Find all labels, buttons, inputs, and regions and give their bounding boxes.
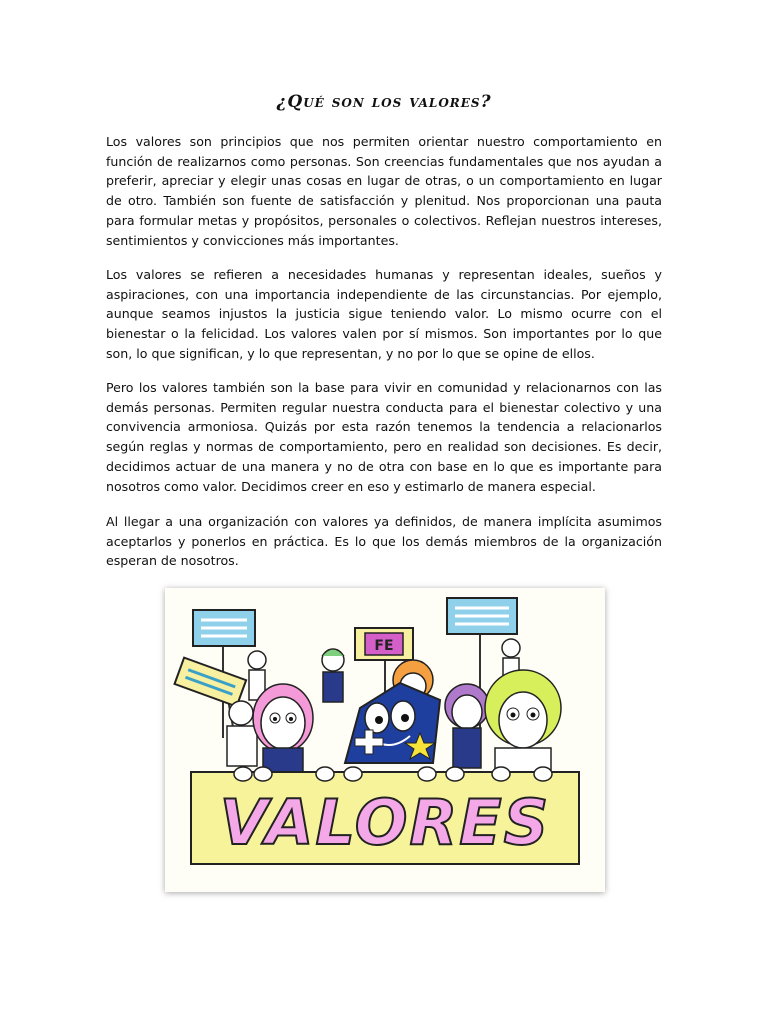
svg-text:FE: FE xyxy=(374,638,394,654)
character-left-white xyxy=(227,701,257,766)
page-title: ¿Qué son los valores? xyxy=(276,92,492,112)
mascot-blue xyxy=(345,683,440,763)
banner-text: VALORES xyxy=(219,786,551,859)
paragraph-2: Los valores se refieren a necesidades humanas y representan ideales, sueños y aspiraciones, con una importancia independiente de las circunstancias. Por ejemplo, aunque seamos injustos la justicia sigue teniendo valor. Lo mismo ocurre con el bienestar o la felicidad. Los valores valen por sí mismos. Son importantes por lo que son, lo que significan, y lo que representan, y no por lo que se opine de ellos. xyxy=(106,267,662,361)
values-illustration xyxy=(165,588,605,892)
sign-center xyxy=(355,628,413,660)
sign-top-right xyxy=(447,598,517,634)
small-character-center xyxy=(322,649,344,702)
sign-top-left xyxy=(193,610,255,646)
cartoon-scene xyxy=(165,588,605,892)
character-green-hair xyxy=(485,670,561,778)
values-banner xyxy=(191,772,579,864)
character-purple-hair xyxy=(445,684,489,768)
paragraph-4: Al llegar a una organización con valores ya definidos, de manera implícita asumimos aceptarlos y ponerlos en práctica. Es lo que los demás miembros de la organización esperan de nosotros. xyxy=(106,514,662,569)
paragraph-1: Los valores son principios que nos permiten orientar nuestro comportamiento en función de realizarnos como personas. Son creencias fundamentales que nos ayudan a preferir, apreciar y elegir unas cosas en lugar de otras, o un comportamiento en lugar de otro. También son fuente de satisfacción y plenitud. Nos proporcionan una pauta para formular metas y propósitos, personales o colectivos. Reflejan nuestros intereses, sentimientos y convicciones más importantes. xyxy=(106,134,662,248)
sign-left-tilted xyxy=(175,658,247,707)
paragraph-3: Pero los valores también son la base para vivir en comunidad y relacionarnos con las demás personas. Permiten regular nuestra conducta para el bienestar colectivo y una convivencia armoniosa. Quizás por esta razón tenemos la tendencia a relacionarlos según reglas y normas de comportamiento, pero en realidad son decisiones. Es decir, decidimos actuar de una manera y no de otra con base en lo que es importante para nosotros como valor. Decidimos creer en eso y estimarlo de manera especial. xyxy=(106,380,662,494)
